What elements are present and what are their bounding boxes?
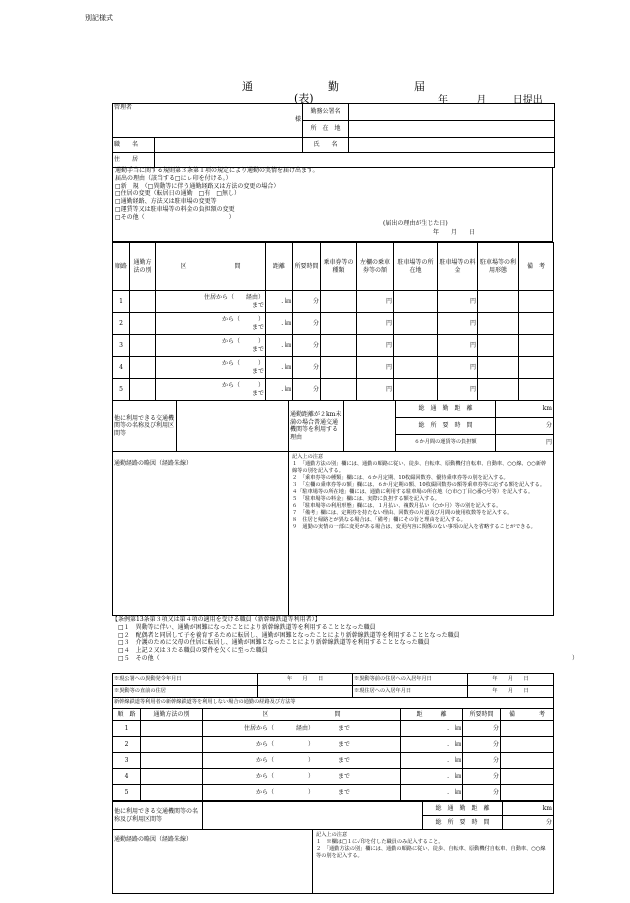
col-remarks: 備 考 xyxy=(519,243,554,291)
other-transport-label: 他に利用できる交通機関等の名称及び利用区間等 xyxy=(113,401,177,452)
parking-loc-field[interactable] xyxy=(394,357,438,379)
b-other-transport-label: 他に利用できる交通機関等の名称及び利用区間等 xyxy=(113,802,203,830)
title-char-1: 通 xyxy=(242,80,253,93)
two-km-label: 通勤距離が２km未満の場合普通交通機関等を利用する理由 xyxy=(289,401,344,452)
reason-head: 届出の理由（該当する□にㇾ印を付ける。） xyxy=(115,174,232,182)
btime-field[interactable]: 分 xyxy=(463,753,501,769)
bmethod-field[interactable] xyxy=(141,769,203,785)
col-parking-fee: 駐車場等の料金 xyxy=(438,243,478,291)
btime-field[interactable]: 分 xyxy=(463,785,501,801)
reason-fare-change[interactable]: □運賃等又は駐車場等の料金の負担額の変更 xyxy=(115,205,235,213)
bsection-field[interactable] xyxy=(203,737,401,753)
note-item: ５ 「駐車場等の料金」欄には、実際に負担する額を記入する。 xyxy=(292,496,440,503)
parking-loc-field[interactable] xyxy=(394,335,438,357)
section-field[interactable] xyxy=(156,379,266,401)
reason-date[interactable]: 年 月 日 xyxy=(433,229,476,236)
bsection-via: 経由） xyxy=(295,724,314,732)
method-field[interactable] xyxy=(130,379,156,401)
location-label: 所 在 地 xyxy=(303,121,349,138)
bremarks-field[interactable] xyxy=(501,753,554,769)
article13-head: 【条例第13条第３項又は第４項の適用を受ける職員（新幹線鉄道等利用者）】 xyxy=(112,616,321,623)
col-parking-loc: 駐車場等の所在地 xyxy=(394,243,438,291)
col-method: 通勤方法の別 xyxy=(130,243,156,291)
section-to: まで xyxy=(252,389,265,397)
prev-residence-date-label: ※異動等前の住居への入居年月日 xyxy=(353,674,468,686)
note-item: ６ 「駐車場等の利用形態」欄には、１月払い、複数月払い（○か月）等の別を記入する。 xyxy=(292,503,502,510)
reason-date-label: (届出の理由が生じた日) xyxy=(383,220,448,227)
remarks-field[interactable] xyxy=(519,291,554,313)
parking-form-field[interactable] xyxy=(478,379,519,401)
bcol-distance: 距 離 xyxy=(401,709,463,721)
route-map-area[interactable] xyxy=(113,452,289,616)
parking-fee-field[interactable]: 円 xyxy=(438,357,478,379)
bsection-from: から（ xyxy=(255,788,274,796)
current-office-date-label: ※現公署への異動発令年月日 xyxy=(113,674,258,686)
b-route-map-area[interactable] xyxy=(113,830,313,894)
bsection-from: から（ xyxy=(255,740,274,748)
dept-label: 勤務公署名 xyxy=(303,104,349,121)
col-parking-form: 駐車場等の利用形態 xyxy=(478,243,519,291)
bmethod-field[interactable] xyxy=(141,753,203,769)
section-from: から（ ） xyxy=(222,382,265,389)
section-from: 住居から（ 経由） xyxy=(204,294,265,301)
parking-form-field[interactable] xyxy=(478,313,519,335)
bottom-map-notes-table xyxy=(112,829,554,894)
route-table xyxy=(112,242,554,401)
article13-close-paren: ） xyxy=(572,654,579,662)
method-field[interactable] xyxy=(130,291,156,313)
page-title xyxy=(242,78,442,94)
section-to: まで xyxy=(252,367,265,375)
totals-table xyxy=(112,400,554,452)
time-field[interactable]: 分 xyxy=(293,379,321,401)
address-table xyxy=(112,152,555,168)
btime-field[interactable]: 分 xyxy=(463,737,501,753)
manager-sama: 様 xyxy=(294,115,301,123)
reason-block xyxy=(112,167,553,242)
note-item: ３ 「左欄の乗車券等の額」欄には、６か月定期の額、10枚綴回数券の額等乗車券等に応ずる額を記入する。 xyxy=(292,482,546,489)
article13-item-5[interactable] xyxy=(112,655,582,663)
ticket-type-field[interactable] xyxy=(321,357,357,379)
bottom-totals-table xyxy=(112,801,554,830)
name-label: 氏 名 xyxy=(303,138,349,153)
col-time: 所要時間 xyxy=(293,243,321,291)
table-row xyxy=(113,721,554,737)
remarks-field[interactable] xyxy=(519,335,554,357)
remarks-field[interactable] xyxy=(519,379,554,401)
reason-new[interactable]: □新 規 （□異動等に伴う通勤経路又は方法の変更の場合） xyxy=(115,182,280,190)
row-no: 2 xyxy=(113,313,130,335)
bsection-to: まで xyxy=(337,724,350,732)
table-row xyxy=(113,357,554,379)
current-residence-date-field[interactable]: 年 月 日 xyxy=(468,686,554,698)
time-field[interactable]: 分 xyxy=(293,313,321,335)
b-note-item: １ ※欄は□１に✓印を付した職員のみ記入すること。 xyxy=(316,839,444,846)
article13-item-2[interactable]: □２ 配偶者と同居して子を養育するために転居し、通勤が困難となったことにより新幹線鉄道等を利用することとなった職員 xyxy=(118,631,460,639)
row-no: 5 xyxy=(113,379,130,401)
time-field[interactable]: 分 xyxy=(293,335,321,357)
table-row xyxy=(113,335,554,357)
brow-no: 2 xyxy=(113,737,141,753)
total-time-label: 総 所 要 時 間 xyxy=(396,418,496,435)
col-ticket-amount: 左欄の乗車券等の額 xyxy=(357,243,394,291)
location-field[interactable] xyxy=(349,121,555,138)
reason-address-change[interactable]: □住居の変更（転居日の通勤 □有 □無し） xyxy=(115,190,241,198)
distance-field[interactable]: . ㎞ xyxy=(266,291,293,313)
bcol-method: 通勤方法の別 xyxy=(141,709,203,721)
title-char-3: 届 xyxy=(414,80,425,93)
table-row xyxy=(113,785,554,801)
btime-field[interactable]: 分 xyxy=(463,769,501,785)
bsection-field[interactable] xyxy=(203,753,401,769)
col-distance: 距離 xyxy=(266,243,293,291)
current-residence-date-label: ※現住居への入居年月日 xyxy=(353,686,468,698)
name-field[interactable] xyxy=(349,138,555,153)
bsection-to: まで xyxy=(337,772,350,780)
submit-month: 月 xyxy=(476,95,487,106)
row-no: 3 xyxy=(113,335,130,357)
address-field[interactable] xyxy=(155,153,555,168)
bsection-field[interactable] xyxy=(203,721,401,737)
ticket-amount-field[interactable]: 円 xyxy=(357,357,394,379)
brow-no: 5 xyxy=(113,785,141,801)
b-total-distance-field[interactable]: km xyxy=(503,802,554,816)
ticket-amount-field[interactable]: 円 xyxy=(357,291,394,313)
article13-item-3[interactable]: □３ 介護のために父母の住居に転居し、通勤が困難となったことにより新幹線鉄道等を利用することとなった職員 xyxy=(118,639,430,647)
intro-text: 通勤手当に関する規則第３条第１項の規定により通勤の実情を届け出ます。 xyxy=(115,167,319,174)
parking-loc-field[interactable] xyxy=(394,313,438,335)
remarks-field[interactable] xyxy=(519,357,554,379)
article13-item-1[interactable]: □１ 異動等に伴い、通勤が困難になったことにより新幹線鉄道等を利用することとなった職員 xyxy=(118,623,376,631)
section-field[interactable] xyxy=(156,357,266,379)
section-field[interactable] xyxy=(156,291,266,313)
ticket-amount-field[interactable]: 円 xyxy=(357,313,394,335)
bsection-via: ） xyxy=(307,772,314,780)
submit-year: 年 xyxy=(438,95,448,106)
row-no: 4 xyxy=(113,357,130,379)
b-total-time-field[interactable]: 分 xyxy=(503,816,554,830)
six-month-label: ６か月間の運賃等の負担額 xyxy=(396,435,496,452)
table-row xyxy=(113,313,554,335)
bsection-to: まで xyxy=(337,756,350,764)
notes-head: 記入上の注意 xyxy=(292,454,324,460)
prev-residence-date-field[interactable]: 年 月 日 xyxy=(468,674,554,686)
total-time-field[interactable]: 分 xyxy=(496,418,554,435)
bdistance-field[interactable]: . ㎞ xyxy=(401,737,463,753)
title-char-2: 勤 xyxy=(328,80,339,93)
reason-route-change[interactable]: □通勤経路、方法又は駐車場の変更等 xyxy=(115,198,217,206)
prev-residence-field[interactable] xyxy=(258,686,353,698)
parking-fee-field[interactable]: 円 xyxy=(438,335,478,357)
notes-block xyxy=(289,452,554,616)
address-label: 住 居 xyxy=(113,153,155,168)
title-label: 職 名 xyxy=(113,138,155,153)
section-from: から（ ） xyxy=(222,360,265,367)
parking-form-field[interactable] xyxy=(478,335,519,357)
table-row xyxy=(113,737,554,753)
method-field[interactable] xyxy=(130,313,156,335)
b-notes-head: 記入上の注意 xyxy=(316,832,348,838)
time-field[interactable]: 分 xyxy=(293,291,321,313)
ticket-type-field[interactable] xyxy=(321,335,357,357)
method-field[interactable] xyxy=(130,357,156,379)
b-total-time-label: 総 所 要 時 間 xyxy=(423,816,503,830)
parking-fee-field[interactable]: 円 xyxy=(438,313,478,335)
table-row xyxy=(113,753,554,769)
bremarks-field[interactable] xyxy=(501,737,554,753)
map-notes-table xyxy=(112,451,554,616)
bremarks-field[interactable] xyxy=(501,769,554,785)
b-total-distance-label: 総 通 勤 距 離 xyxy=(423,802,503,816)
top-info-table xyxy=(112,103,555,138)
note-item: ４「駐車場等の所在地」欄には、通勤に利用する駐車場の所在地（○市○丁目○番○号等）を記入する。 xyxy=(292,489,534,496)
bsection-from: から（ xyxy=(255,756,274,764)
note-item: ８ 住居と帰路とが異なる場合は、「備考」欄にその旨と理由を記入する。 xyxy=(292,517,466,524)
brow-no: 4 xyxy=(113,769,141,785)
manager-cell[interactable] xyxy=(113,104,303,138)
table-row xyxy=(113,291,554,313)
current-office-date-field[interactable]: 年 月 日 xyxy=(258,674,353,686)
article13-item-4[interactable]: □４ 上記２又は３たる職員の要件を欠くに至った職員 xyxy=(118,647,268,655)
bmethod-field[interactable] xyxy=(141,721,203,737)
section-field[interactable] xyxy=(156,313,266,335)
bsection-from: 住居から（ xyxy=(243,724,274,732)
total-distance-field[interactable]: km xyxy=(496,401,554,418)
page-subtitle: (表) xyxy=(294,92,314,105)
bsection-field[interactable] xyxy=(203,769,401,785)
bottom-route-table xyxy=(112,708,554,801)
bmethod-field[interactable] xyxy=(141,785,203,801)
bottom-dates-table xyxy=(112,673,554,709)
bdistance-field[interactable]: . ㎞ xyxy=(401,785,463,801)
bsection-via: ） xyxy=(307,740,314,748)
ticket-type-field[interactable] xyxy=(321,313,357,335)
bcol-remarks: 備 考 xyxy=(501,709,554,721)
b-notes-block xyxy=(313,830,554,894)
bmethod-field[interactable] xyxy=(141,737,203,753)
form-label: 別記様式 xyxy=(85,14,113,22)
brow-no: 1 xyxy=(113,721,141,737)
distance-field[interactable]: . ㎞ xyxy=(266,335,293,357)
parking-form-field[interactable] xyxy=(478,291,519,313)
distance-field[interactable]: . ㎞ xyxy=(266,379,293,401)
note-item: ２ 「乗車券等の種類」欄には、６か月定期、10枚綴回数券、優待乗車券等の別を記入する。 xyxy=(292,475,509,482)
reason-other[interactable]: □その他（ ） xyxy=(115,213,235,221)
remarks-field[interactable] xyxy=(519,313,554,335)
total-distance-label: 総 通 勤 距 離 xyxy=(396,401,496,418)
b-other-transport-field[interactable] xyxy=(203,802,423,830)
col-section: 区 間 xyxy=(156,243,266,291)
prev-residence-label: ※異動等の直前の住居 xyxy=(113,686,258,698)
bremarks-field[interactable] xyxy=(501,721,554,737)
section-field[interactable] xyxy=(156,335,266,357)
ticket-type-field[interactable] xyxy=(321,379,357,401)
section-to: まで xyxy=(252,323,265,331)
col-ticket-type: 乗車券等の種類 xyxy=(321,243,357,291)
b-route-map-label: 通勤経路の略図（経路朱線） xyxy=(114,836,193,843)
b-note-item: ２ 「通勤方法の別」欄には、通勤の順路に従い、徒歩、自転車、原動機付自転車、自動車、○○線等の別を記入する。 xyxy=(316,846,546,860)
article13-block xyxy=(112,616,582,663)
ticket-type-field[interactable] xyxy=(321,291,357,313)
note-item: １ 「通勤方法の別」欄には、通勤の順路に従い、徒歩、自転車、原動機付自転車、自動車、○○線、○○新幹線等の別を記入する。 xyxy=(292,461,547,475)
bsection-to: まで xyxy=(337,740,350,748)
table-row xyxy=(113,769,554,785)
section-from: から（ ） xyxy=(222,338,265,345)
ticket-amount-field[interactable]: 円 xyxy=(357,379,394,401)
bdistance-field[interactable]: . ㎞ xyxy=(401,753,463,769)
ticket-amount-field[interactable]: 円 xyxy=(357,335,394,357)
row-no: 1 xyxy=(113,291,130,313)
bsection-via: ） xyxy=(307,756,314,764)
bsection-field[interactable] xyxy=(203,785,401,801)
route-map-label: 通勤経路の略図（経路朱線） xyxy=(114,460,193,467)
section-from: から（ ） xyxy=(222,316,265,323)
note-item: ９ 通勤の実情の一部に変更がある場合は、変更内容に関係のない事項の記入を省略することができる。 xyxy=(292,524,536,531)
article13-item-5-text: □５ その他（ xyxy=(118,654,160,662)
bcol-section: 区 間 xyxy=(203,709,401,721)
distance-field[interactable]: . ㎞ xyxy=(266,313,293,335)
six-month-field[interactable]: 円 xyxy=(496,435,554,452)
other-transport-field[interactable] xyxy=(177,401,289,452)
parking-loc-field[interactable] xyxy=(394,291,438,313)
bdistance-field[interactable]: . ㎞ xyxy=(401,721,463,737)
parking-loc-field[interactable] xyxy=(394,379,438,401)
btime-field[interactable]: 分 xyxy=(463,721,501,737)
bsection-from: から（ xyxy=(255,772,274,780)
two-km-field[interactable] xyxy=(344,401,396,452)
bdistance-field[interactable]: . ㎞ xyxy=(401,769,463,785)
dept-field[interactable] xyxy=(349,104,555,121)
non-shinkansen-label: 新幹線鉄道等利用者の新幹線鉄道等を利用しない場合の通勤の経路及び方法等 xyxy=(113,698,554,709)
note-item: ７ 「備考」欄には、定期券を持たない理由、回数券の片道及び月間の使用枚数等を記入する。 xyxy=(292,510,513,517)
bsection-to: まで xyxy=(337,788,350,796)
section-to: まで xyxy=(252,301,265,309)
col-order: 順路 xyxy=(113,243,130,291)
distance-field[interactable]: . ㎞ xyxy=(266,357,293,379)
bcol-time: 所要時間 xyxy=(463,709,501,721)
manager-label: 管理者 xyxy=(114,104,133,111)
time-field[interactable]: 分 xyxy=(293,357,321,379)
bremarks-field[interactable] xyxy=(501,785,554,801)
parking-form-field[interactable] xyxy=(478,357,519,379)
parking-fee-field[interactable]: 円 xyxy=(438,379,478,401)
bcol-order: 順 路 xyxy=(113,709,141,721)
parking-fee-field[interactable]: 円 xyxy=(438,291,478,313)
section-to: まで xyxy=(252,345,265,353)
bsection-via: ） xyxy=(307,788,314,796)
name-table xyxy=(112,137,555,153)
method-field[interactable] xyxy=(130,335,156,357)
title-field[interactable] xyxy=(155,138,303,153)
table-row xyxy=(113,379,554,401)
submit-day: 日提出 xyxy=(512,95,543,106)
brow-no: 3 xyxy=(113,753,141,769)
